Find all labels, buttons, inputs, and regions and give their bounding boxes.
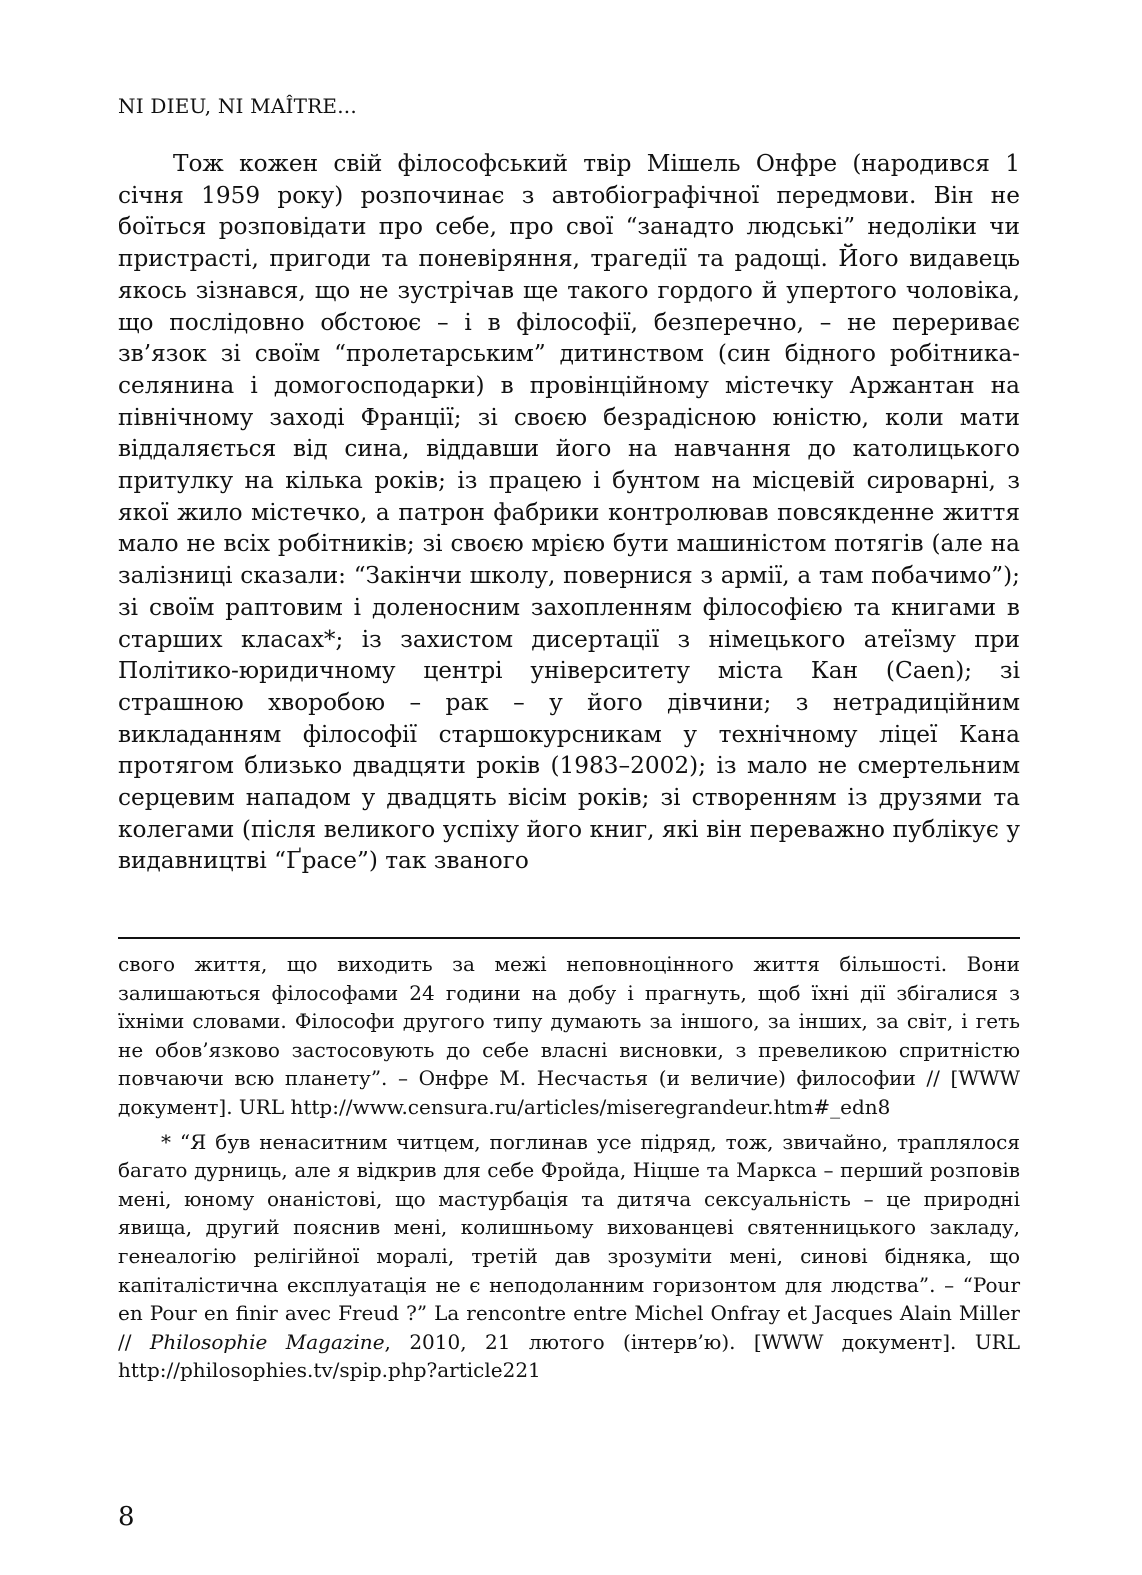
page-number: 8 xyxy=(118,1502,135,1532)
footnote-star-text: * “Я був ненаситним читцем, поглинав усе підряд, тож, звичайно, траплялося багато дурниць, але я відкрив для себе Фройда, Ніцше та Маркса – перший розповів мені, юному онаністові, що мастурбація та дитяча сексуальність – це природні явища, другий пояснив мені, колишньому вихованцеві святенницького закладу, генеалогію релігійної моралі, третій дав зрозуміти мені, синові бідняка, що капіталістична експлуатація не є неподоланним горизонтом для людства”. – “Pour en Pour en finir avec Freud ?” La rencontre entre Michel Onfray et Jacques Alain Miller // xyxy=(118,1129,1020,1354)
footnote-continued: свого життя, що виходить за межі неповноцінного життя більшості. Вони залишаються філософами 24 години на добу і прагнуть, щоб їхні дії збігалися з їхніми словами. Філософи другого типу думають за іншого, за інших, за світ, і геть не обов’язково застосовують до себе власні висновки, з превеликою спритністю повчаючи всю планету”. – Онфре М. Несчастья (и величие) философии // [WWW документ]. URL http://www.censura.ru/articles/miseregrandeur.htm#_edn8 xyxy=(118,952,1020,1119)
running-head: NI DIEU, NI MAÎTRE... xyxy=(118,94,357,118)
footnote-divider xyxy=(118,937,1020,939)
footnote-star xyxy=(118,1128,1020,1385)
footnotes xyxy=(118,950,1020,1385)
footnote-journal-title: Philosophie Magazine xyxy=(149,1329,385,1354)
book-page xyxy=(118,0,1020,1575)
main-paragraph: Тож кожен свій філософський твір Мішель Онфре (народився 1 січня 1959 року) розпочинає з автобіографічної передмови. Він не боїться розповідати про себе, про свої “занадто людські” недоліки чи пристрасті, пригоди та поневіряння, трагедії та радощі. Його видавець якось зізнався, що не зустрічав ще такого гордого й упертого чоловіка, що послідовно обстоює – і в філософії, безперечно, – не перериває зв’язок зі своїм “пролетарським” дитинством (син бідного робітника-селянина і домогосподарки) в провінційному містечку Аржантан на північному заході Франції; зі своєю безрадісною юністю, коли мати віддаляється від сина, віддавши його на навчання до католицького притулку на кілька років; із працею і бунтом на місцевій сироварні, з якої жило містечко, а патрон фабрики контролював повсякденне життя мало не всіх робітників; зі своєю мрією бути машиністом потягів (але на залізниці сказали: “Закінчи школу, повернися з армії, а там побачимо”); зі своїм раптовим і доленосним захопленням філософією та книгами в старших класах*; із захистом дисертації з німецького атеїзму при Політико-юридичному центрі університету міста Кан (Caen); зі страшною хворобою – рак – у його дівчини; з нетрадиційним викладанням філософії старшокурсникам у технічному ліцеї Кана протягом близько двадцяти років (1983–2002); із мало не смертельним серцевим нападом у двадцять вісім років; зі створенням із друзями та колегами (після великого успіху його книг, які він переважно публікує у видавництві “Ґрасе”) так званого xyxy=(118,150,1020,875)
footnote-star-tail: , 2010, 21 лютого (інтерв’ю). [WWW документ]. URL http://philosophies.tv/spip.php?article221 xyxy=(118,1329,1021,1383)
